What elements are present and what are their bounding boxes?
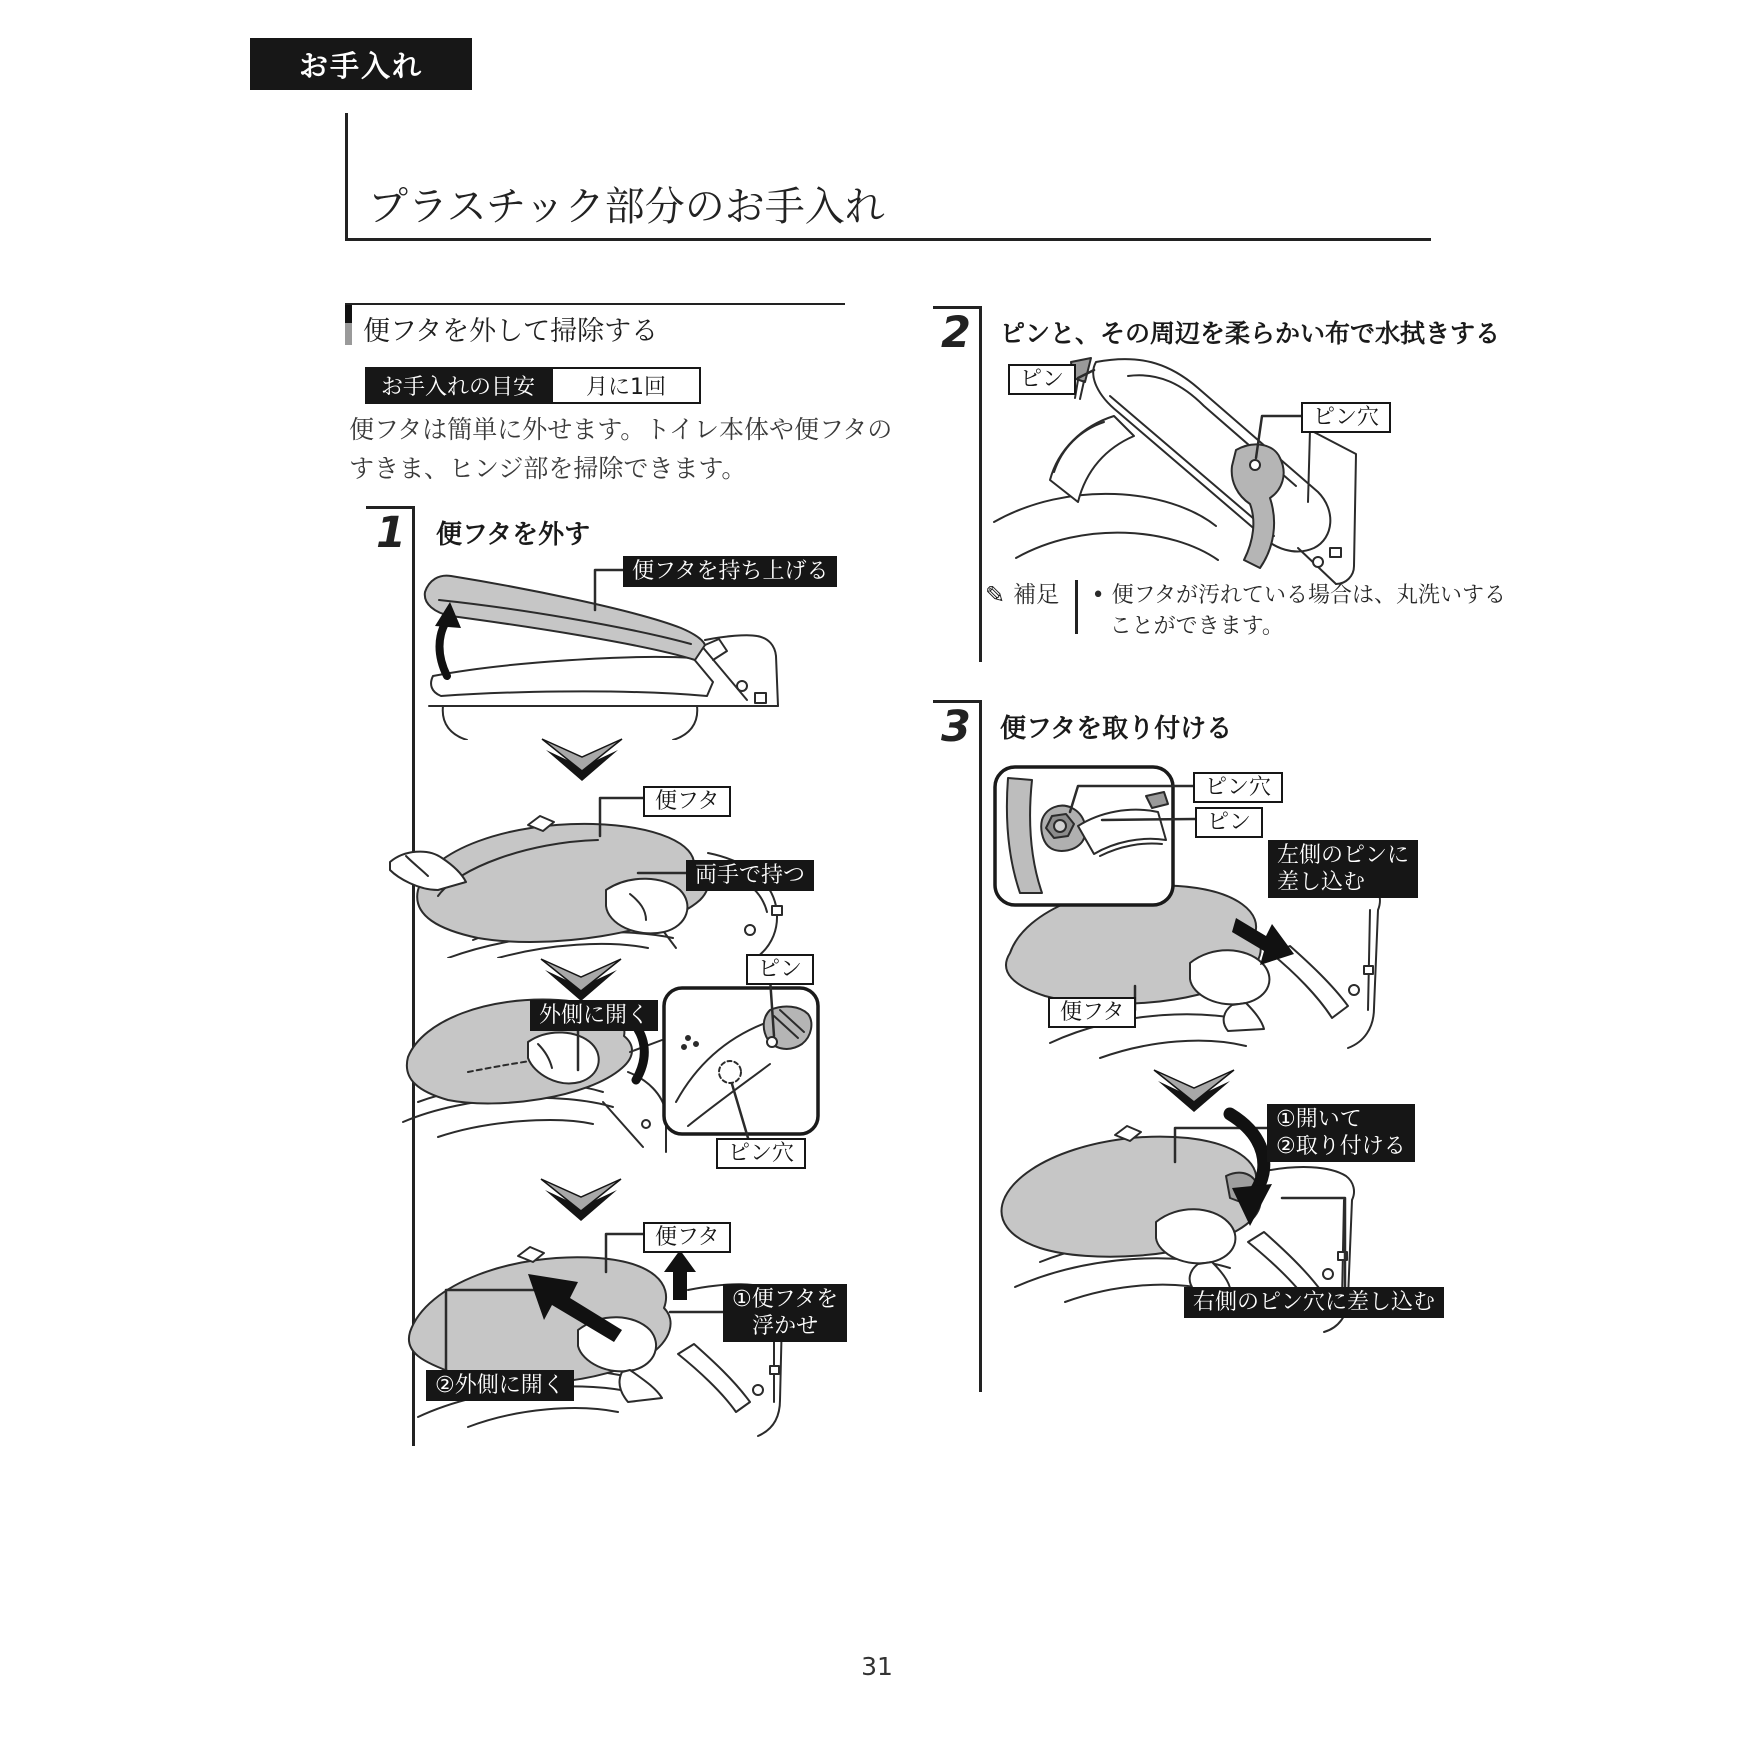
- intro-text-line-2: すきま、ヒンジ部を掃除できます。: [349, 454, 747, 483]
- label-pin: ピン: [746, 954, 814, 985]
- title-rule: [345, 238, 1431, 241]
- step1-title: 便フタを外す: [436, 520, 591, 550]
- page-title-block: [345, 113, 1434, 238]
- label-pin: ピン: [1195, 807, 1263, 838]
- maintenance-badge-label: お手入れの目安: [365, 367, 551, 404]
- label-attach-line-1: ①開いて: [1276, 1107, 1362, 1132]
- intro-text-line-1: 便フタは簡単に外せます。トイレ本体や便フタの: [349, 415, 893, 444]
- insert-left-pin-drawing: [950, 758, 1435, 1106]
- step2-title: ピンと、その周辺を柔らかい布で水拭きする: [1000, 319, 1501, 348]
- step2-number: 2: [941, 308, 971, 358]
- label-pin-hole: ピン穴: [1193, 772, 1283, 803]
- label-open-outward: 外側に開く: [530, 1000, 658, 1031]
- label-open-outward-2: ②外側に開く: [426, 1370, 574, 1401]
- page-number: 31: [861, 1652, 893, 1681]
- label-both-hands: 両手で持つ: [686, 860, 814, 891]
- figure-open-outward: [378, 952, 830, 1167]
- figure-wipe-pin: [958, 352, 1420, 600]
- label-float-line-1: ①便フタを: [732, 1287, 839, 1312]
- chevron-down-icon: [538, 737, 626, 781]
- figure-attach-lid: [930, 1102, 1436, 1334]
- step3-number: 3: [941, 702, 971, 752]
- note-line-1: • 便フタが汚れている場合は、丸洗いする: [1091, 583, 1507, 608]
- section-heading-block: [345, 303, 845, 348]
- note-line-2: ことができます。: [1109, 614, 1284, 639]
- label-open-attach: [1267, 1104, 1415, 1162]
- label-pin-hole: ピン穴: [1301, 402, 1391, 433]
- label-pin: ピン: [1008, 364, 1076, 395]
- intro-text: [349, 410, 892, 488]
- step3-title: 便フタを取り付ける: [1000, 714, 1233, 744]
- note-block: [985, 580, 1506, 642]
- maintenance-badge-value: 月に1回: [551, 367, 701, 404]
- label-pin-hole: ピン穴: [716, 1138, 806, 1169]
- section-heading: 便フタを外して掃除する: [363, 316, 659, 347]
- label-lid: 便フタ: [643, 786, 731, 817]
- note-text: [1092, 580, 1506, 642]
- chapter-tab: [250, 38, 472, 90]
- label-attach-line-2: ②取り付ける: [1276, 1134, 1406, 1159]
- section-marker: [345, 305, 352, 345]
- page-title: プラスチック部分のお手入れ: [368, 184, 885, 230]
- label-float-lid: [723, 1284, 847, 1342]
- label-float-line-2: 浮かせ: [752, 1314, 819, 1339]
- label-lid: 便フタ: [1048, 997, 1136, 1028]
- chapter-tab-label: お手入れ: [298, 48, 423, 83]
- figure-float-open: [378, 1212, 839, 1447]
- label-insert-right: 右側のピン穴に差し込む: [1184, 1287, 1444, 1318]
- label-lift-lid: 便フタを持ち上げる: [623, 556, 837, 587]
- label-lid-2: 便フタ: [643, 1222, 731, 1253]
- pencil-icon: ✎: [985, 581, 1006, 609]
- figure-insert-left-pin: [950, 758, 1435, 1106]
- figure-hold-lid: [378, 778, 823, 958]
- label-insert-left-line-2: 差し込む: [1277, 870, 1366, 895]
- maintenance-badge: [365, 367, 701, 404]
- step1-number: 1: [376, 508, 406, 558]
- label-insert-left-line-1: 左側のピンに: [1277, 843, 1410, 868]
- note-divider: [1075, 580, 1078, 634]
- label-insert-left: [1268, 840, 1418, 898]
- note-label: 補足: [1013, 582, 1060, 608]
- figure-lift-lid: [395, 548, 829, 740]
